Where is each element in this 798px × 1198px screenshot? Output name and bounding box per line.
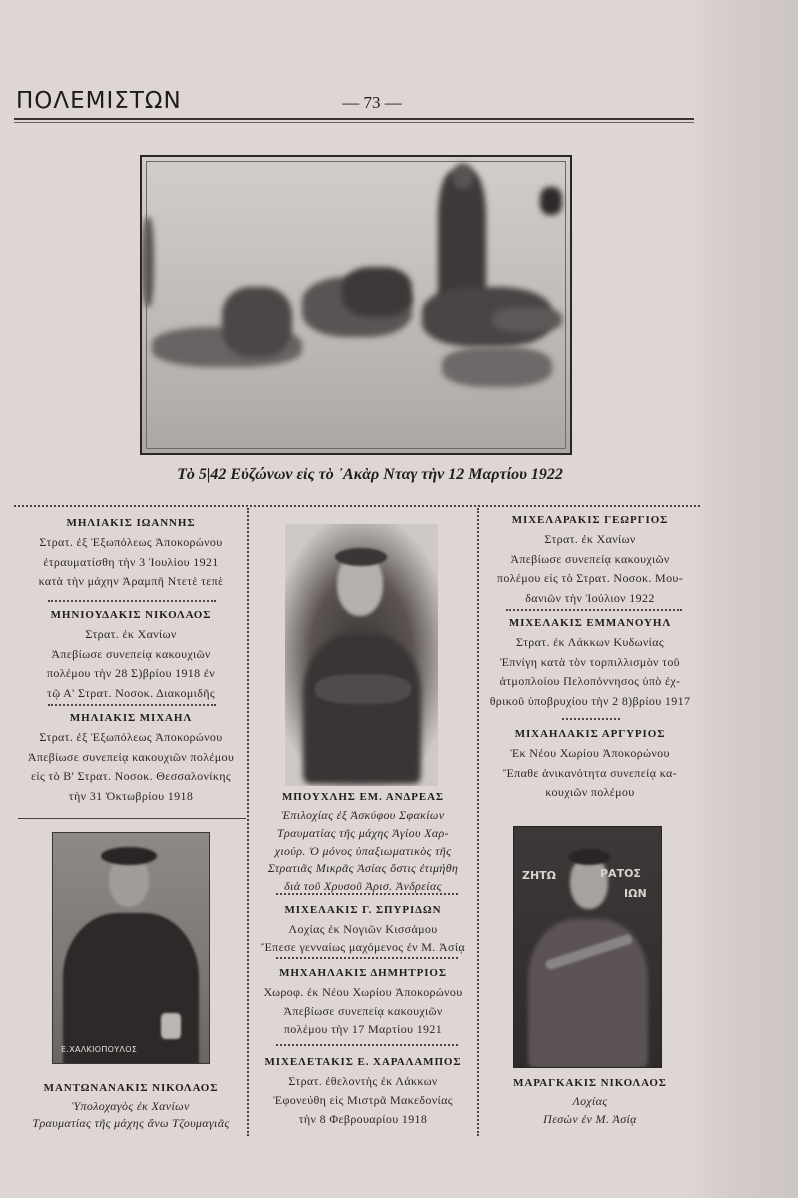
photographer-mark: Ε.ΧΑΛΚΙΟΠΟΥΛΟΣ xyxy=(61,1045,138,1054)
photo-sign-text: ΡΑΤΟΣ xyxy=(600,867,641,880)
entry-r4 xyxy=(480,1073,700,1128)
entry-line: κατὰ τὴν μάχην Ἀραμπῆ Ντετὲ τεπὲ xyxy=(38,574,224,588)
entry-line: πολέμου τὴν 28 Σ)βρίου 1918 ἐν xyxy=(46,666,216,680)
entry-line: Ὑπολοχαγὸς ἐκ Χανίων xyxy=(72,1099,190,1113)
entry-line: Στρατιᾶς Μικρᾶς Ἀσίας ὅστις ἐτιμήθη xyxy=(267,861,459,876)
entry-line: κουχιῶν πολέμου xyxy=(545,785,635,799)
entry-line: Στρατ. ἐκ Λάκκων Κυδωνίας xyxy=(515,635,664,649)
entry-line: πολέμου εἰς τὸ Στρατ. Νοσοκ. Μου- xyxy=(496,571,684,585)
entry-separator xyxy=(48,704,216,706)
entry-r2 xyxy=(480,613,700,711)
entry-separator xyxy=(276,957,458,959)
entry-line: θρικοῦ ὑποβρυχίου τὴν 2 8)βρίου 1917 xyxy=(489,693,691,708)
entry-r3 xyxy=(480,724,700,803)
portrait-photo-left xyxy=(52,832,210,1064)
entry-line: Στρατ. ἐκ Χανίων xyxy=(85,627,177,641)
photo-sign-text: ΙΩΝ xyxy=(624,887,647,900)
header-rule xyxy=(14,118,694,120)
entry-m2 xyxy=(250,900,476,956)
entry-m4 xyxy=(250,1052,476,1129)
entry-name: ΜΙΧΕΛΕΤΑΚΙΣ Ε. ΧΑΡΑΛΑΜΠΟΣ xyxy=(264,1056,462,1068)
page-number: — 73 — xyxy=(342,93,402,112)
entry-line: Ἐπιλοχίας ἐξ Ἀσκύφου Σφακίων xyxy=(281,808,445,822)
entry-line: Ἀπεβίωσε συνεπείᾳ κακουχιῶν xyxy=(51,646,211,661)
entry-line: πολέμου τὴν 17 Μαρτίου 1921 xyxy=(283,1022,443,1036)
column-divider-right xyxy=(477,508,479,1136)
entry-separator xyxy=(506,609,682,611)
entry-m3 xyxy=(250,963,476,1039)
entry-name: ΜΠΟΥΧΛΗΣ ΕΜ. ΑΝΔΡΕΑΣ xyxy=(281,791,445,803)
entry-line: Στρατ. ἐξ Ἐξωπόλεως Ἀποκορώνου xyxy=(39,535,223,549)
entry-line: Στρατ. ἐκ Χανίων xyxy=(544,532,636,546)
entry-separator xyxy=(276,1044,458,1046)
entry-line: χιούρ. Ὁ μόνος ὑπαξιωματικὸς τῆς xyxy=(274,843,452,858)
entry-line: Στρατ. ἐξ Ἐξωπόλεως Ἀποκορώνου xyxy=(39,730,223,744)
entry-line: Στρατ. ἐθελοντὴς ἐκ Λάκκων xyxy=(288,1074,438,1088)
entry-name: ΜΗΧΑΗΛΑΚΙΣ ΔΗΜΗΤΡΙΟΣ xyxy=(279,967,447,979)
entry-l1 xyxy=(16,513,246,592)
photo-inner-frame xyxy=(146,161,566,449)
entry-line: διὰ τοῦ Χρυσοῦ Ἀρισ. Ἀνδρείας xyxy=(284,879,442,894)
entry-l4 xyxy=(16,1078,246,1132)
entry-line: Ἐφονεύθη εἰς Μιστρᾶ Μακεδονίας xyxy=(273,1093,453,1107)
entry-line: ἐτραυματίσθη τὴν 3 Ἰουλίου 1921 xyxy=(43,554,219,569)
entry-name: ΜΑΡΑΓΚΑΚΙΣ ΝΙΚΟΛΑΟΣ xyxy=(513,1077,667,1089)
entry-line: Τραυματίας τῆς μάχης ἄνω Τζουμαγιᾶς xyxy=(32,1116,230,1130)
entry-line: Ἐπνίγη κατὰ τὸν τορπιλλισμὸν τοῦ xyxy=(500,654,680,669)
entry-line: Ἀπεβίωσε συνεπείᾳ κακουχιῶν xyxy=(283,1003,443,1018)
page-edge-shadow xyxy=(692,0,798,1198)
entry-line: δανιῶν τὴν Ἰούλιον 1922 xyxy=(525,590,655,605)
entry-line: Ἀπεβίωσε συνεπείᾳ κακουχιῶν xyxy=(510,551,670,566)
entry-line: ἀτμοπλοίου Πελοπόννησος ὑπὸ ἐχ- xyxy=(499,674,681,688)
entry-name: ΜΗΛΙΑΚΙΣ ΜΙΧΑΗΛ xyxy=(69,712,193,724)
entry-separator xyxy=(562,718,620,720)
entry-line: Ἀπεβίωσε συνεπείᾳ κακουχιῶν πολέμου xyxy=(27,749,235,764)
entry-line: Ἐκ Νέου Χωρίου Ἀποκορώνου xyxy=(510,746,670,760)
entry-separator xyxy=(18,818,246,819)
entry-line: εἰς τὸ Β' Στρατ. Νοσοκ. Θεσσαλονίκης xyxy=(31,769,231,783)
entry-line: Πεσὼν ἐν Μ. Ἀσίᾳ xyxy=(543,1111,637,1126)
entry-separator xyxy=(48,600,216,602)
entry-l2 xyxy=(16,605,246,703)
entry-line: τὴν 31 Ὀκτωβρίου 1918 xyxy=(68,788,194,803)
entry-line: Ἔπεσε γενναίως μαχόμενος ἐν Μ. Ἀσίᾳ xyxy=(260,940,466,954)
entry-line: Λοχίας ἐκ Νογιῶν Κισσάμου xyxy=(288,922,438,936)
portrait-photo-right xyxy=(513,826,662,1068)
entry-line: Λοχίας xyxy=(572,1094,608,1108)
entry-line: τὴν 8 Φεβρουαρίου 1918 xyxy=(298,1112,428,1126)
photo-sign-text: ΖΗΤΩ xyxy=(522,869,557,882)
entry-name: ΜΙΧΕΛΑΚΙΣ ΕΜΜΑΝΟΥΗΛ xyxy=(508,617,672,629)
entry-line: Χωροφ. ἐκ Νέου Χωρίου Ἀποκορώνου xyxy=(263,985,463,999)
running-head-title: ΠΟΛΕΜΙΣΤΩΝ xyxy=(16,88,182,114)
entry-line: Τραυματίας τῆς μάχης Ἁγίου Χαρ- xyxy=(276,825,450,840)
photo-caption: Τὸ 5|42 Εὐζώνων εἰς τὸ ᾿Ακὰρ Νταγ τὴν 12 Μαρτίου 1922 xyxy=(177,466,563,483)
entry-name: ΜΗΛΙΑΚΙΣ ΙΩΑΝΝΗΣ xyxy=(66,517,196,529)
entry-name: ΜΙΧΕΛΑΡΑΚΙΣ ΓΕΩΡΓΙΟΣ xyxy=(511,514,669,526)
section-divider xyxy=(14,505,700,507)
header-rule-thin xyxy=(14,122,694,123)
entry-line: τῷ Α' Στρατ. Νοσοκ. Διακομιδῆς xyxy=(47,685,215,700)
entry-name: ΜΑΝΤΩΝΑΝΑΚΙΣ ΝΙΚΟΛΑΟΣ xyxy=(43,1082,219,1094)
column-divider-left xyxy=(247,508,249,1136)
entry-name: ΜΙΧΕΛΑΚΙΣ Γ. ΣΠΥΡΙΔΩΝ xyxy=(284,904,442,916)
entry-name: ΜΗΝΙΟΥΔΑΚΙΣ ΝΙΚΟΛΑΟΣ xyxy=(50,609,212,621)
entry-l3 xyxy=(16,708,246,806)
portrait-photo-middle xyxy=(285,524,438,786)
entry-r1 xyxy=(480,510,700,608)
entry-name: ΜΙΧΑΗΛΑΚΙΣ ΑΡΓΥΡΙΟΣ xyxy=(514,728,666,740)
entry-m1 xyxy=(250,787,476,896)
entry-line: Ἔπαθε ἀνικανότητα συνεπείᾳ κα- xyxy=(503,765,677,780)
